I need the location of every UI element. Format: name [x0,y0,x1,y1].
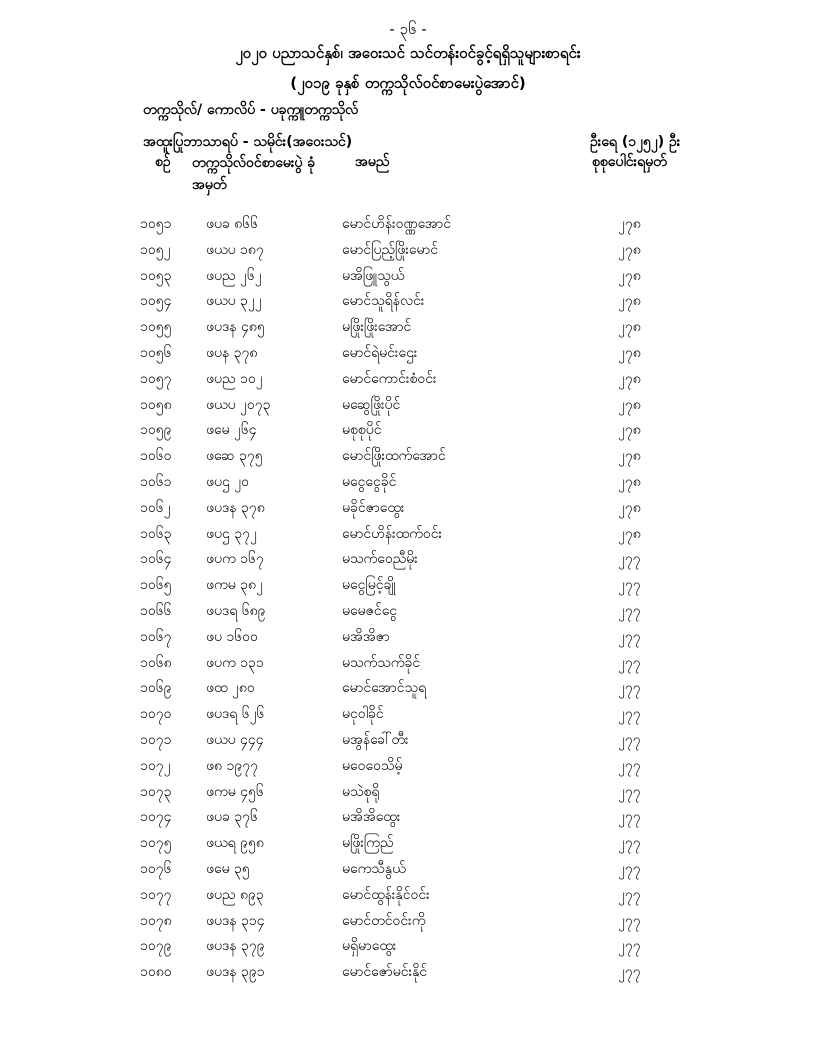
table-row [0,907,816,933]
row-marks: ၂၇၈ [618,344,641,361]
row-name: မောင်ဖြိုးထက်အောင် [342,448,446,465]
row-marks: ၂၇၇ [618,680,641,697]
row-name: မအွန်ခေါ်တီး [342,731,409,748]
row-name: မအိအိဇာ [342,628,390,645]
table-row [0,416,816,442]
row-name: မောင်တင်ဝင်းကို [342,912,426,929]
row-name: မောင်ထွန်းနိုင်ဝင်း [342,886,430,903]
row-no: ၁၀၇၇ [140,886,172,903]
row-no: ၁၀၅၈ [140,396,172,413]
row-marks: ၂၇၇ [618,577,641,594]
row-marks: ၂၇၈ [618,448,641,465]
row-name: မောင်ပြည့်ဖြိုးမောင် [342,241,439,258]
row-name: မောင်ရဲမင်းဌေး [342,344,418,361]
subject-line: အထူးပြုဘာသာရပ် - သမိုင်း(အဝေးသင်) [143,134,353,150]
row-no: ၁၀၆၇ [140,628,172,645]
row-no: ၁၀၆၁ [140,473,172,490]
row-no: ၁၀၅၄ [140,293,172,310]
row-roll: ဖပဒရ ၆၂၆ [206,706,265,723]
document-title: ၂၀၂၀ ပညာသင်နှစ်၊ အဝေးသင် သင်တန်းဝင်ခွင့်ရရှိသူများစာရင်း [235,44,581,62]
column-header-no: စဉ် [155,154,171,170]
results-table [0,210,816,984]
table-row [0,571,816,597]
row-roll: ဖပဒရ ၆၈၉ [206,602,266,619]
row-name: မဆွေဖြိုးပိုင် [342,396,401,413]
table-row [0,442,816,468]
row-name: မသက်သက်ခိုင် [342,654,421,671]
row-no: ၁၀၇၈ [140,912,172,929]
table-row [0,752,816,778]
row-marks: ၂၇၈ [618,241,641,258]
row-marks: ၂၇၇ [618,835,641,852]
row-roll: ဖယပ ၄၄၄ [206,731,264,748]
row-roll: ဖပန ၃၇၈ [206,344,258,361]
row-marks: ၂၇၇ [618,551,641,568]
row-marks: ၂၇၇ [618,628,641,645]
row-marks: ၂၇၈ [618,499,641,516]
row-roll: ဖပက ၁၃၁ [206,654,264,671]
table-row [0,726,816,752]
table-row [0,649,816,675]
row-no: ၁၀၅၂ [140,241,171,258]
row-no: ၁၀၆၈ [140,654,172,671]
row-marks: ၂၇၇ [618,860,641,877]
column-header-marks: စုစုပေါင်းရမှတ် [592,154,667,170]
row-name: မသဲစုရို [342,783,380,800]
table-row [0,520,816,546]
row-marks: ၂၇၇ [618,731,641,748]
row-name: မခိုင်ဇာထွေး [342,499,405,516]
table-row [0,210,816,236]
row-marks: ၂၇၈ [618,319,641,336]
row-marks: ၂၇၇ [618,654,641,671]
table-row [0,958,816,984]
row-roll: ဖပဒန ၃၉၁ [206,964,265,981]
row-marks: ၂၇၇ [618,964,641,981]
row-name: မမေဇင်ငွေ [342,602,398,619]
row-roll: ဖပခ ၈၆၆ [206,216,259,232]
document-subtitle: (၂၀၁၉ ခုနှစ် တက္ကသိုလ်ဝင်စာမေးပွဲအောင်) [290,74,526,92]
row-roll: ဖမေ ၂၆၄ [206,422,257,439]
row-marks: ၂၇၇ [618,912,641,929]
row-no: ၁၀၇၀ [140,706,172,723]
row-no: ၁၀၈၀ [140,964,172,981]
row-marks: ၂၇၇ [618,783,641,800]
table-row [0,339,816,365]
university-line: တက္ကသိုလ်/ ကောလိပ် - ပခုက္ကူတက္ကသိုလ် [143,102,359,118]
row-roll: ဖထ ၂၈၀ [206,680,255,697]
row-no: ၁၀၆၉ [140,680,172,697]
table-row [0,623,816,649]
total-count: ဦးရေ (၁၂၅၂) ဦး [590,134,681,150]
row-no: ၁၀၅၇ [140,370,172,387]
row-no: ၁၀၇၅ [140,835,172,852]
row-roll: ဖကမ ၃၈၂ [206,577,263,594]
row-marks: ၂၇၇ [618,706,641,723]
table-row [0,468,816,494]
table-row [0,313,816,339]
row-no: ၁၀၆၂ [140,499,171,516]
row-no: ၁၀၅၆ [140,344,172,361]
row-marks: ၂၇၇ [618,757,641,774]
row-name: မငွေငွေခိုင် [342,473,397,490]
row-roll: ဖပည ၈၉၃ [206,886,264,903]
row-no: ၁၀၇၄ [140,809,172,826]
table-row [0,545,816,571]
table-row [0,287,816,313]
row-name: မရှိမာထွေး [342,938,397,955]
row-roll: ဖကမ ၄၅၆ [206,783,264,800]
row-roll: ဖပည ၂၆၂ [206,267,262,284]
row-roll: ဖယပ ၂၀၇၃ [206,396,271,413]
row-no: ၁၀၆၄ [140,551,172,568]
table-row [0,855,816,881]
row-name: မောင်ကောင်းစံဝင်း [342,370,437,387]
row-roll: ဖဆေ ၃၇၅ [206,448,263,465]
row-name: မငုဝါခိုင် [342,706,384,723]
row-roll: ဖယရ ၉၅၈ [206,835,264,852]
column-header-name: အမည် [355,154,390,170]
row-name: မောင်ဟိန်းထက်ဝင်း [342,525,443,542]
row-marks: ၂၇၈ [618,396,641,413]
table-row [0,494,816,520]
row-no: ၁၀၆၃ [140,525,172,542]
page-number: - ၃၆ - [389,20,427,38]
row-roll: ဖပဒန ၄၈၅ [206,319,265,336]
row-marks: ၂၇၇ [618,809,641,826]
row-marks: ၂၇၈ [618,267,641,284]
table-row [0,829,816,855]
row-no: ၁၀၇၃ [140,783,172,800]
row-name: မောင်အောင်သူရ [342,680,427,697]
table-row [0,597,816,623]
row-name: မသက်ဝေညီမိုး [342,551,418,568]
table-row [0,365,816,391]
row-name: မငွေမြင့်ချို [342,577,396,594]
row-no: ၁၀၆၀ [140,448,172,465]
row-name: မောင်သူရိန်လင်း [342,293,425,310]
row-roll: ဖပဌ ၃၇၂ [206,525,257,542]
row-roll: ဖပဌ ၂၀ [206,473,249,490]
row-roll: ဖမေ ၃၅ [206,860,250,877]
row-no: ၁၀၇၉ [140,938,172,955]
row-marks: ၂၇၈ [618,216,641,232]
table-row [0,262,816,288]
table-row [0,803,816,829]
column-header-roll: တက္ကသိုလ်ဝင်စာမေးပွဲ ခုံအမှတ် [192,155,316,193]
row-no: ၁၀၅၉ [140,422,172,439]
row-no: ၁၀၆၆ [140,602,172,619]
row-no: ၁၀၅၁ [140,216,172,232]
row-marks: ၂၇၈ [618,473,641,490]
row-name: မဝေဝေသိမ့် [342,757,403,774]
row-marks: ၂၇၈ [618,422,641,439]
row-roll: ဖပည ၁၀၂ [206,370,263,387]
row-marks: ၂၇၈ [618,525,641,542]
table-row [0,236,816,262]
table-row [0,778,816,804]
row-marks: ၂၇၇ [618,938,641,955]
row-roll: ဖပက ၁၆၇ [206,551,264,568]
row-name: မဖြိုးဖြိုးအောင် [342,319,412,336]
table-row [0,674,816,700]
row-roll: ဖ၈ ၁၉၇၇ [206,757,258,774]
row-marks: ၂၇၈ [618,293,641,310]
row-roll: ဖပခ ၃၇၆ [206,809,258,826]
row-no: ၁၀၇၂ [140,757,171,774]
row-name: မောင်ဇော်မင်းနိုင် [342,964,428,981]
row-roll: ဖယပ ၃၂၂ [206,293,262,310]
row-no: ၁၀၅၅ [140,319,172,336]
row-roll: ဖပ ၁၆၀၀ [206,628,258,645]
row-name: မကေသီနွယ် [342,860,406,877]
row-marks: ၂၇၇ [618,602,641,619]
row-name: မောင်ဟိန်းဝဏ္ဏအောင် [342,216,452,232]
table-row [0,700,816,726]
table-row [0,391,816,417]
row-marks: ၂၇၇ [618,886,641,903]
row-roll: ဖပဒန ၃၇၉ [206,938,265,955]
row-no: ၁၀၇၁ [140,731,172,748]
row-roll: ဖပဒန ၃၇၈ [206,499,265,516]
row-name: မဖြိုးကြည် [342,835,394,852]
row-no: ၁၀၅၃ [140,267,172,284]
row-name: မစုစုပိုင် [342,422,382,439]
row-no: ၁၀၆၅ [140,577,172,594]
row-marks: ၂၇၈ [618,370,641,387]
table-row [0,881,816,907]
row-no: ၁၀၇၆ [140,860,172,877]
row-roll: ဖယပ ၁၈၇ [206,241,264,258]
row-roll: ဖပဒန ၃၁၄ [206,912,265,929]
table-row [0,932,816,958]
row-name: မအိအိထွေး [342,809,401,826]
row-name: မအိဖြူသွယ် [342,267,405,284]
